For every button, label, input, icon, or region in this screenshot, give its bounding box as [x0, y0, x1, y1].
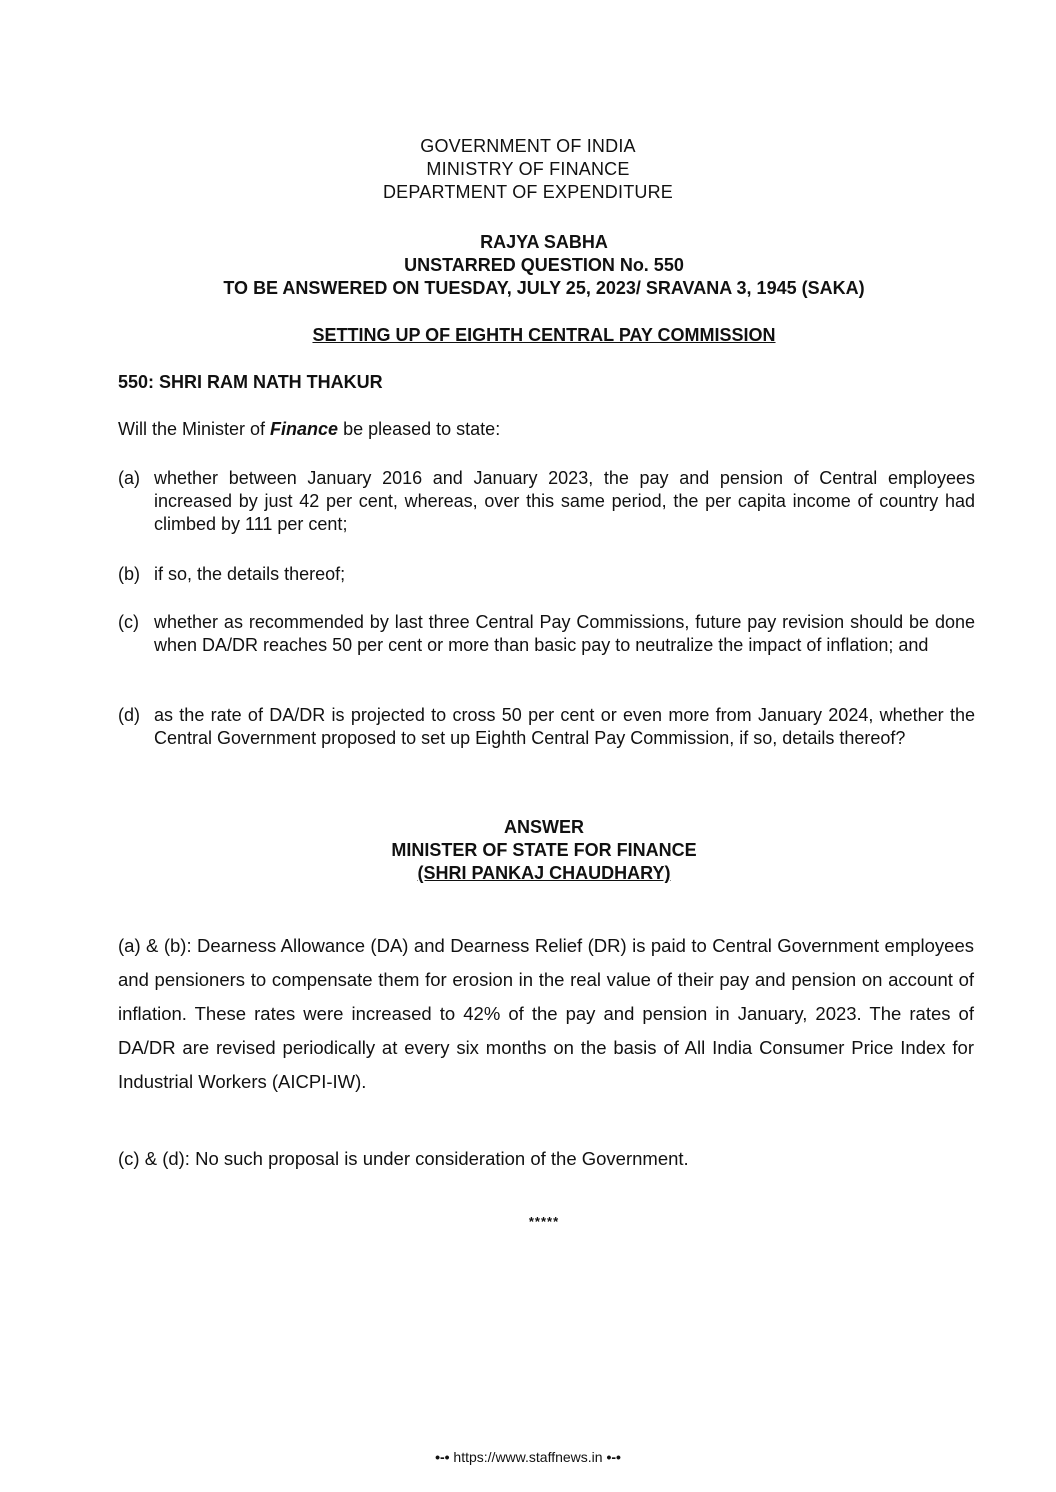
footer-decor-right: •-•	[606, 1449, 621, 1465]
answer-paragraph: (c) & (d): No such proposal is under consideration of the Government.	[118, 1148, 689, 1169]
question-block	[0, 231, 1056, 300]
question-item	[118, 563, 975, 586]
member-name: 550: SHRI RAM NATH THAKUR	[118, 372, 383, 392]
answer-minister: MINISTER OF STATE FOR FINANCE	[391, 840, 697, 860]
footer	[0, 1449, 1056, 1465]
question-text: if so, the details thereof;	[154, 564, 346, 584]
question-item	[118, 704, 975, 750]
header-department: DEPARTMENT OF EXPENDITURE	[382, 182, 674, 202]
intro-ministry: Finance	[270, 419, 339, 439]
answer-title: ANSWER	[504, 817, 584, 837]
question-text: as the rate of DA/DR is projected to cross 50 per cent or even more from January 2024, whether the Central Government proposed to set up Eighth Central Pay Commission, if so, details thereof?	[154, 705, 975, 748]
footer-decor-left: •-•	[435, 1449, 450, 1465]
question-item	[118, 467, 975, 536]
question-label: (c)	[118, 612, 139, 632]
answer-minister-name: (SHRI PANKAJ CHAUDHARY)	[417, 863, 671, 883]
footer-url[interactable]: https://www.staffnews.in	[453, 1449, 603, 1465]
header-government: GOVERNMENT OF INDIA	[420, 136, 636, 156]
answer-heading	[0, 816, 1056, 885]
question-text: whether between January 2016 and January 2023, the pay and pension of Central employees increased by just 42 per cent, whereas, over this same period, the per capita income of country had climbed by 111 per cent;	[154, 468, 975, 534]
question-number: UNSTARRED QUESTION No. 550	[404, 255, 684, 275]
question-text: whether as recommended by last three Central Pay Commissions, future pay revision should be done when DA/DR reaches 50 per cent or more than basic pay to neutralize the impact of inflation; and	[154, 612, 975, 655]
question-label: (a)	[118, 468, 140, 488]
question-intro	[118, 419, 500, 440]
house-name: RAJYA SABHA	[480, 232, 608, 252]
question-label: (b)	[118, 564, 140, 584]
intro-after: be pleased to state:	[338, 419, 501, 439]
question-label: (d)	[118, 705, 140, 725]
end-mark: *****	[528, 1214, 560, 1229]
question-item	[118, 611, 975, 657]
intro-before: Will the Minister of	[118, 419, 271, 439]
header-ministry: MINISTRY OF FINANCE	[426, 159, 630, 179]
answer-paragraph: (a) & (b): Dearness Allowance (DA) and Dearness Relief (DR) is paid to Central Government employees and pensioners to compensate them for erosion in the real value of their pay and pension on account of inflation. These rates were increased to 42% of the pay and pension in January, 2023. The rates of DA/DR are revised periodically at every six months on the basis of All India Consumer Price Index for Industrial Workers (AICPI-IW).	[118, 935, 974, 1092]
letterhead	[0, 135, 1056, 204]
answer-date: TO BE ANSWERED ON TUESDAY, JULY 25, 2023/ SRAVANA 3, 1945 (SAKA)	[223, 278, 865, 298]
question-subject: SETTING UP OF EIGHTH CENTRAL PAY COMMISSION	[312, 325, 776, 345]
